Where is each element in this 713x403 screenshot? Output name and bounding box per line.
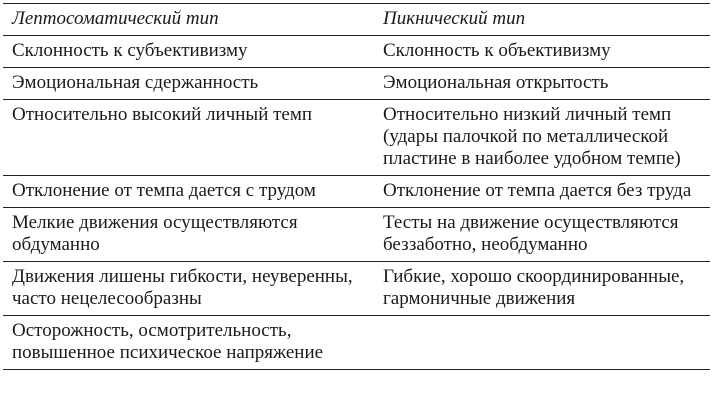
table-row bbox=[3, 262, 710, 316]
cell-right bbox=[374, 316, 710, 370]
cell-left: Эмоциональная сдержанность bbox=[3, 68, 374, 100]
table-row bbox=[3, 316, 710, 370]
cell-left: Относительно высокий личный темп bbox=[3, 100, 374, 176]
header-pyknic: Пикнический тип bbox=[374, 4, 710, 36]
cell-left: Мелкие движения осуществляются обдуманно bbox=[3, 208, 374, 262]
table-row bbox=[3, 176, 710, 208]
cell-right: Гибкие, хорошо скоординированные, гармоничные движения bbox=[374, 262, 710, 316]
table-row bbox=[3, 68, 710, 100]
table-row bbox=[3, 100, 710, 176]
table-row bbox=[3, 208, 710, 262]
comparison-table bbox=[3, 3, 710, 370]
cell-right: Склонность к объективизму bbox=[374, 36, 710, 68]
cell-right: Отклонение от темпа дается без труда bbox=[374, 176, 710, 208]
cell-left: Движения лишены гибкости, неуверенны, часто нецелесообразны bbox=[3, 262, 374, 316]
cell-right: Эмоциональная открытость bbox=[374, 68, 710, 100]
cell-left: Осторожность, осмотрительность, повышенное психическое напряжение bbox=[3, 316, 374, 370]
cell-right: Тесты на движение осуществляются беззаботно, необдуманно bbox=[374, 208, 710, 262]
table-row bbox=[3, 36, 710, 68]
cell-left: Склонность к субъективизму bbox=[3, 36, 374, 68]
cell-left: Отклонение от темпа дается с трудом bbox=[3, 176, 374, 208]
table-header-row bbox=[3, 4, 710, 36]
cell-right: Относительно низкий личный темп (удары палочкой по металлической пластине в наиболее удобном темпе) bbox=[374, 100, 710, 176]
header-leptosomatic: Лептосоматический тип bbox=[3, 4, 374, 36]
